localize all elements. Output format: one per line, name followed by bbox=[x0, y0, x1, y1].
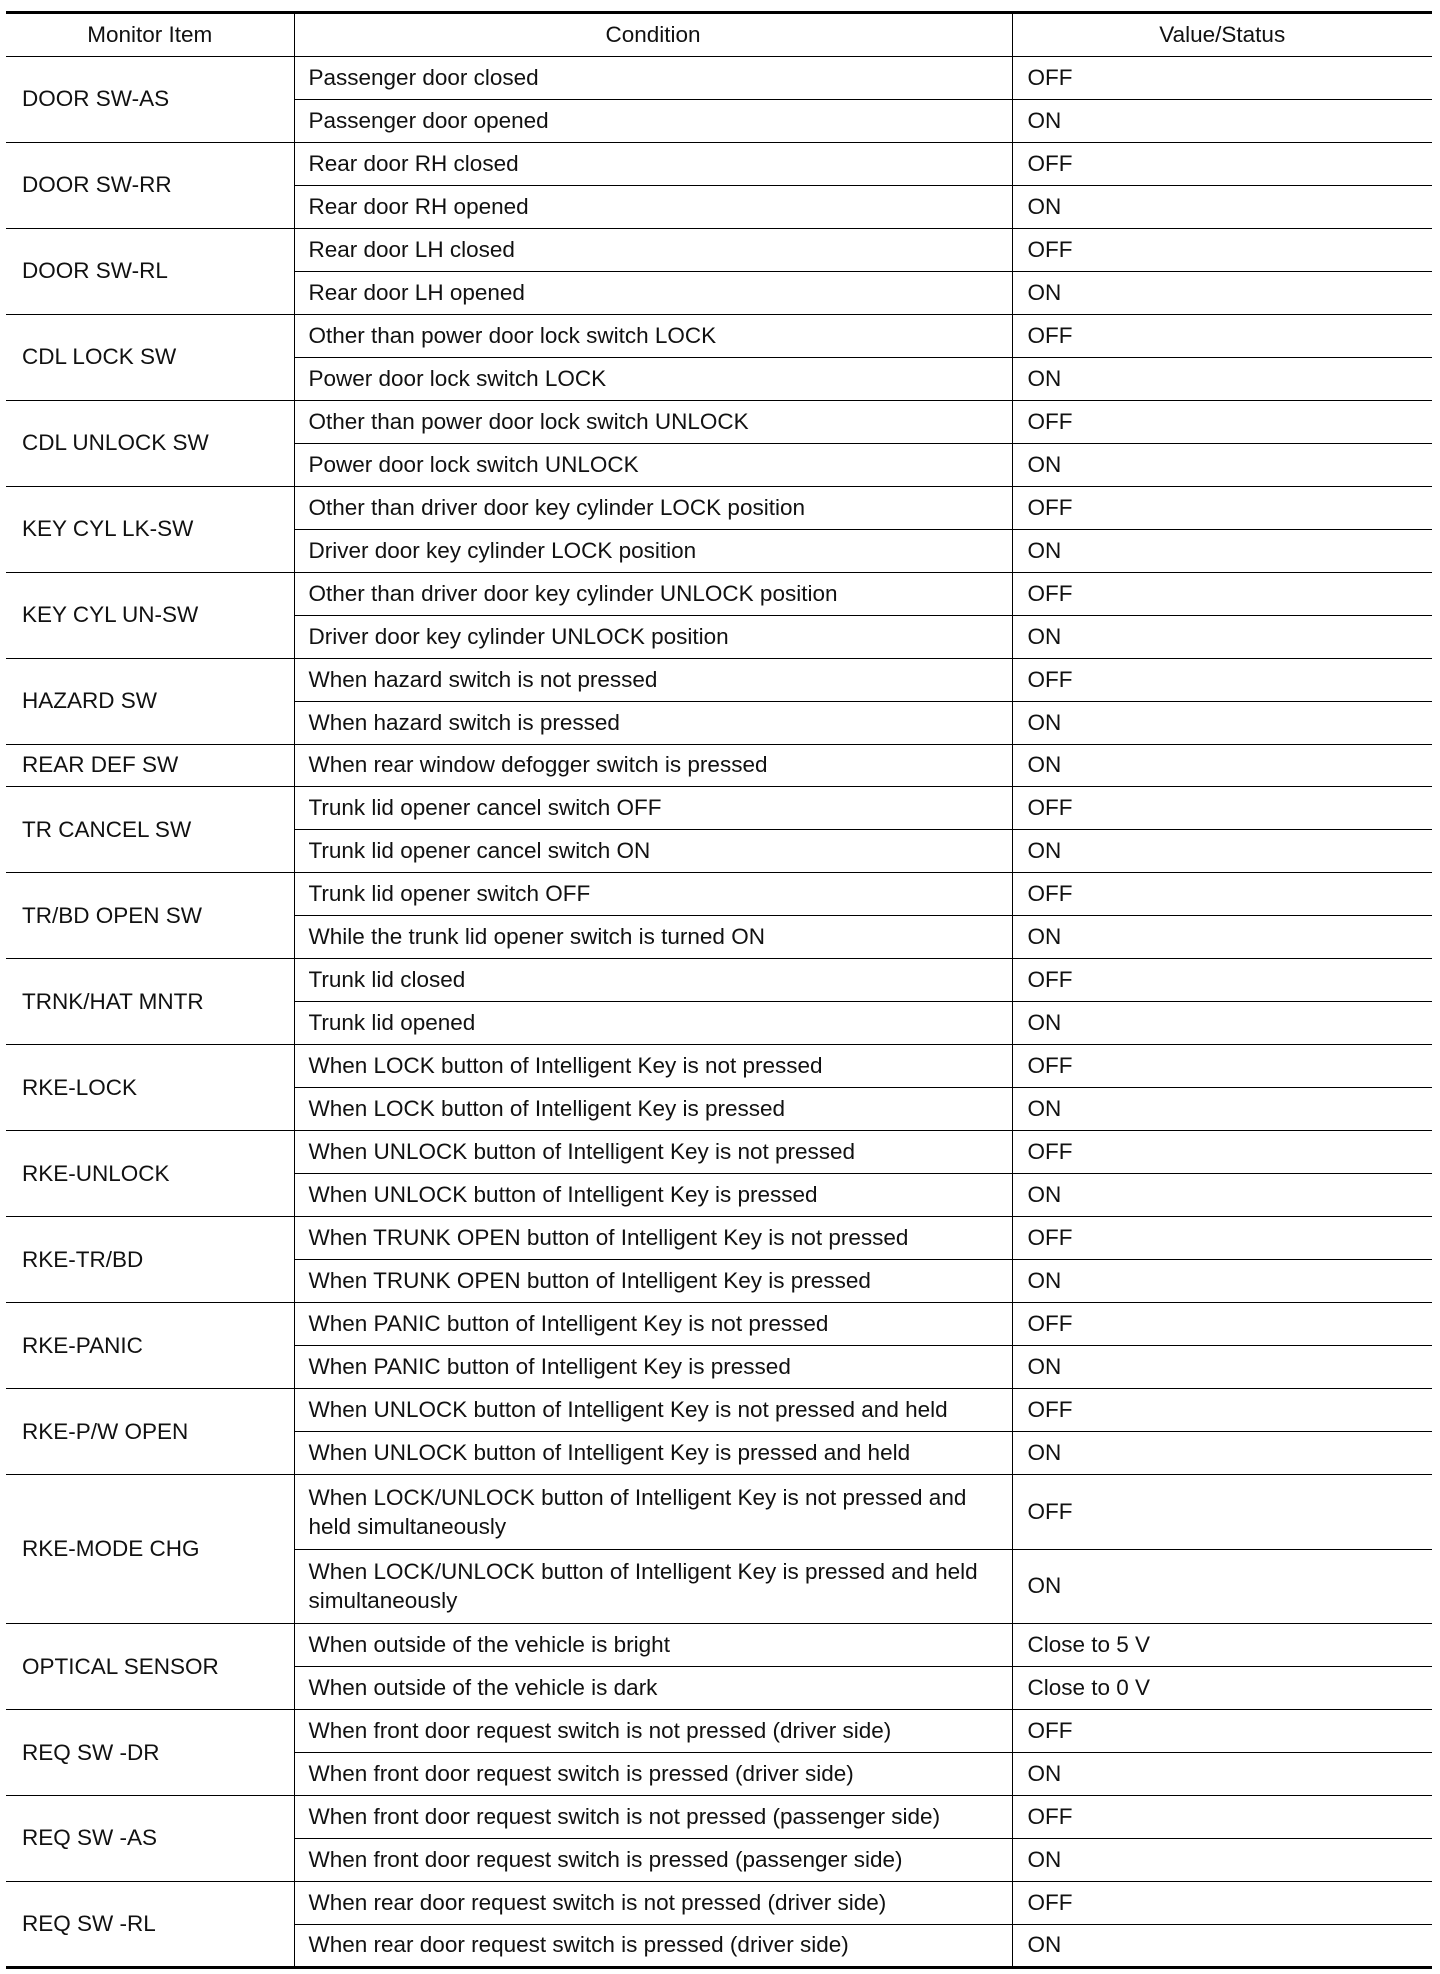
table-row bbox=[6, 228, 1432, 271]
monitor-item-cell: RKE-TR/BD bbox=[6, 1217, 294, 1303]
value-status-cell: ON bbox=[1012, 1260, 1432, 1303]
table-row bbox=[6, 1710, 1432, 1753]
condition-cell: Rear door LH opened bbox=[294, 271, 1012, 314]
table-row bbox=[6, 486, 1432, 529]
value-status-cell: OFF bbox=[1012, 1710, 1432, 1753]
table-row bbox=[6, 1795, 1432, 1838]
value-status-cell: OFF bbox=[1012, 1303, 1432, 1346]
monitor-item-cell: HAZARD SW bbox=[6, 658, 294, 744]
condition-cell: When UNLOCK button of Intelligent Key is pressed bbox=[294, 1174, 1012, 1217]
value-status-cell: OFF bbox=[1012, 873, 1432, 916]
value-status-cell: ON bbox=[1012, 443, 1432, 486]
table-row bbox=[6, 1045, 1432, 1088]
monitor-table-sheet bbox=[6, 11, 1432, 1969]
value-status-cell: ON bbox=[1012, 1549, 1432, 1624]
table-row bbox=[6, 400, 1432, 443]
value-status-cell: ON bbox=[1012, 1174, 1432, 1217]
value-status-cell: OFF bbox=[1012, 400, 1432, 443]
value-status-cell: ON bbox=[1012, 185, 1432, 228]
table-row bbox=[6, 314, 1432, 357]
value-status-cell: ON bbox=[1012, 1838, 1432, 1881]
monitor-item-cell: RKE-PANIC bbox=[6, 1303, 294, 1389]
condition-cell: When outside of the vehicle is bright bbox=[294, 1624, 1012, 1667]
condition-cell: When rear door request switch is not pressed (driver side) bbox=[294, 1881, 1012, 1924]
monitor-item-cell: KEY CYL LK-SW bbox=[6, 486, 294, 572]
value-status-cell: ON bbox=[1012, 1088, 1432, 1131]
condition-cell: Trunk lid opener switch OFF bbox=[294, 873, 1012, 916]
condition-cell: Other than driver door key cylinder UNLOCK position bbox=[294, 572, 1012, 615]
table-row bbox=[6, 873, 1432, 916]
table-row bbox=[6, 959, 1432, 1002]
monitor-item-cell: TRNK/HAT MNTR bbox=[6, 959, 294, 1045]
value-status-cell: ON bbox=[1012, 99, 1432, 142]
header-condition: Condition bbox=[294, 13, 1012, 57]
condition-cell: When outside of the vehicle is dark bbox=[294, 1667, 1012, 1710]
monitor-item-cell: RKE-P/W OPEN bbox=[6, 1389, 294, 1475]
monitor-item-cell: TR/BD OPEN SW bbox=[6, 873, 294, 959]
condition-cell: Power door lock switch UNLOCK bbox=[294, 443, 1012, 486]
monitor-item-cell: REAR DEF SW bbox=[6, 744, 294, 787]
monitor-item-cell: CDL LOCK SW bbox=[6, 314, 294, 400]
condition-cell: Power door lock switch LOCK bbox=[294, 357, 1012, 400]
value-status-cell: ON bbox=[1012, 744, 1432, 787]
table-row bbox=[6, 1389, 1432, 1432]
value-status-cell: ON bbox=[1012, 529, 1432, 572]
condition-cell: Trunk lid opener cancel switch OFF bbox=[294, 787, 1012, 830]
value-status-cell: OFF bbox=[1012, 959, 1432, 1002]
condition-cell: Driver door key cylinder UNLOCK position bbox=[294, 615, 1012, 658]
value-status-cell: ON bbox=[1012, 1002, 1432, 1045]
monitor-item-cell: OPTICAL SENSOR bbox=[6, 1624, 294, 1710]
condition-cell: Driver door key cylinder LOCK position bbox=[294, 529, 1012, 572]
value-status-cell: OFF bbox=[1012, 658, 1432, 701]
header-monitor-item: Monitor Item bbox=[6, 13, 294, 57]
value-status-cell: OFF bbox=[1012, 572, 1432, 615]
table-row bbox=[6, 658, 1432, 701]
value-status-cell: ON bbox=[1012, 701, 1432, 744]
condition-cell: Passenger door closed bbox=[294, 57, 1012, 100]
monitor-item-cell: RKE-LOCK bbox=[6, 1045, 294, 1131]
value-status-cell: OFF bbox=[1012, 1131, 1432, 1174]
condition-cell: Rear door RH closed bbox=[294, 142, 1012, 185]
value-status-cell: OFF bbox=[1012, 1045, 1432, 1088]
monitor-item-cell: CDL UNLOCK SW bbox=[6, 400, 294, 486]
value-status-cell: Close to 5 V bbox=[1012, 1624, 1432, 1667]
condition-cell: When PANIC button of Intelligent Key is not pressed bbox=[294, 1303, 1012, 1346]
header-value-status: Value/Status bbox=[1012, 13, 1432, 57]
condition-cell: When UNLOCK button of Intelligent Key is not pressed bbox=[294, 1131, 1012, 1174]
value-status-cell: OFF bbox=[1012, 142, 1432, 185]
monitor-item-cell: REQ SW -RL bbox=[6, 1881, 294, 1967]
value-status-cell: OFF bbox=[1012, 1881, 1432, 1924]
condition-cell: When front door request switch is pressed (passenger side) bbox=[294, 1838, 1012, 1881]
table-row bbox=[6, 744, 1432, 787]
monitor-item-cell: DOOR SW-RL bbox=[6, 228, 294, 314]
monitor-item-cell: REQ SW -DR bbox=[6, 1710, 294, 1796]
condition-cell: When rear window defogger switch is pressed bbox=[294, 744, 1012, 787]
table-row bbox=[6, 1474, 1432, 1549]
value-status-cell: ON bbox=[1012, 916, 1432, 959]
value-status-cell: ON bbox=[1012, 1753, 1432, 1796]
monitor-item-cell: TR CANCEL SW bbox=[6, 787, 294, 873]
condition-cell: When LOCK button of Intelligent Key is not pressed bbox=[294, 1045, 1012, 1088]
table-row bbox=[6, 572, 1432, 615]
table-header-row bbox=[6, 13, 1432, 57]
value-status-cell: Close to 0 V bbox=[1012, 1667, 1432, 1710]
condition-cell: Other than power door lock switch UNLOCK bbox=[294, 400, 1012, 443]
condition-cell: When LOCK/UNLOCK button of Intelligent Key is pressed and held simultaneously bbox=[294, 1549, 1012, 1624]
value-status-cell: ON bbox=[1012, 1346, 1432, 1389]
monitor-item-cell: DOOR SW-RR bbox=[6, 142, 294, 228]
table-row bbox=[6, 1303, 1432, 1346]
value-status-cell: OFF bbox=[1012, 486, 1432, 529]
condition-cell: When LOCK/UNLOCK button of Intelligent Key is not pressed and held simultaneously bbox=[294, 1474, 1012, 1549]
value-status-cell: ON bbox=[1012, 271, 1432, 314]
monitor-item-cell: RKE-UNLOCK bbox=[6, 1131, 294, 1217]
table-row bbox=[6, 1131, 1432, 1174]
monitor-item-cell: REQ SW -AS bbox=[6, 1795, 294, 1881]
value-status-cell: OFF bbox=[1012, 1389, 1432, 1432]
condition-cell: Rear door LH closed bbox=[294, 228, 1012, 271]
condition-cell: Trunk lid opener cancel switch ON bbox=[294, 830, 1012, 873]
condition-cell: While the trunk lid opener switch is turned ON bbox=[294, 916, 1012, 959]
monitor-item-table bbox=[6, 11, 1432, 1969]
condition-cell: When TRUNK OPEN button of Intelligent Key is not pressed bbox=[294, 1217, 1012, 1260]
condition-cell: When front door request switch is not pressed (driver side) bbox=[294, 1710, 1012, 1753]
value-status-cell: ON bbox=[1012, 1924, 1432, 1967]
condition-cell: Other than power door lock switch LOCK bbox=[294, 314, 1012, 357]
value-status-cell: OFF bbox=[1012, 787, 1432, 830]
condition-cell: Rear door RH opened bbox=[294, 185, 1012, 228]
value-status-cell: OFF bbox=[1012, 57, 1432, 100]
condition-cell: When LOCK button of Intelligent Key is pressed bbox=[294, 1088, 1012, 1131]
monitor-item-cell: KEY CYL UN-SW bbox=[6, 572, 294, 658]
condition-cell: When front door request switch is pressed (driver side) bbox=[294, 1753, 1012, 1796]
condition-cell: Passenger door opened bbox=[294, 99, 1012, 142]
condition-cell: When UNLOCK button of Intelligent Key is not pressed and held bbox=[294, 1389, 1012, 1432]
value-status-cell: OFF bbox=[1012, 228, 1432, 271]
condition-cell: Other than driver door key cylinder LOCK position bbox=[294, 486, 1012, 529]
condition-cell: When rear door request switch is pressed (driver side) bbox=[294, 1924, 1012, 1967]
condition-cell: When UNLOCK button of Intelligent Key is pressed and held bbox=[294, 1432, 1012, 1475]
condition-cell: When hazard switch is not pressed bbox=[294, 658, 1012, 701]
monitor-item-cell: DOOR SW-AS bbox=[6, 57, 294, 143]
condition-cell: Trunk lid closed bbox=[294, 959, 1012, 1002]
table-row bbox=[6, 1624, 1432, 1667]
monitor-item-cell: RKE-MODE CHG bbox=[6, 1474, 294, 1623]
table-row bbox=[6, 142, 1432, 185]
condition-cell: When PANIC button of Intelligent Key is pressed bbox=[294, 1346, 1012, 1389]
value-status-cell: ON bbox=[1012, 357, 1432, 400]
value-status-cell: ON bbox=[1012, 830, 1432, 873]
condition-cell: Trunk lid opened bbox=[294, 1002, 1012, 1045]
value-status-cell: OFF bbox=[1012, 1795, 1432, 1838]
condition-cell: When TRUNK OPEN button of Intelligent Key is pressed bbox=[294, 1260, 1012, 1303]
table-row bbox=[6, 57, 1432, 100]
value-status-cell: ON bbox=[1012, 615, 1432, 658]
table-row bbox=[6, 787, 1432, 830]
table-row bbox=[6, 1217, 1432, 1260]
table-row bbox=[6, 1881, 1432, 1924]
condition-cell: When hazard switch is pressed bbox=[294, 701, 1012, 744]
value-status-cell: OFF bbox=[1012, 1217, 1432, 1260]
value-status-cell: ON bbox=[1012, 1432, 1432, 1475]
value-status-cell: OFF bbox=[1012, 314, 1432, 357]
table-body bbox=[6, 57, 1432, 1968]
value-status-cell: OFF bbox=[1012, 1474, 1432, 1549]
condition-cell: When front door request switch is not pressed (passenger side) bbox=[294, 1795, 1012, 1838]
